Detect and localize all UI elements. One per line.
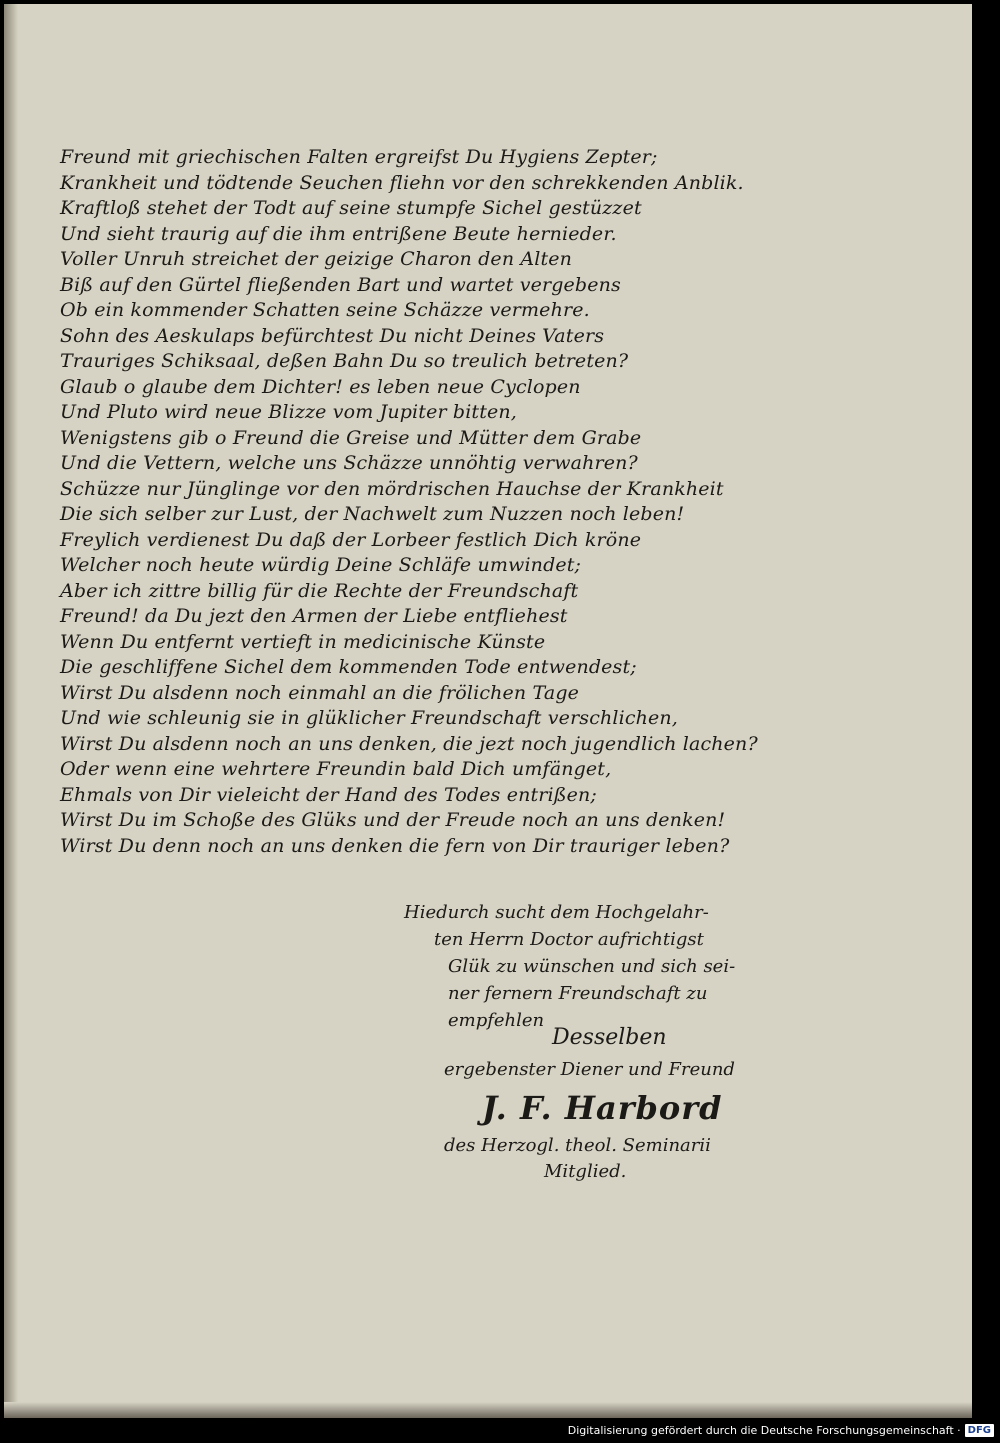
dedication-line: ten Herrn Doctor aufrichtigst [434,929,704,950]
poem-line: Oder wenn eine wehrtere Freundin bald Dich umfänget, [60,758,612,780]
dedication-block [404,899,774,1182]
poem-line: Kraftloß stehet der Todt auf seine stumpfe Sichel gestüzzet [60,197,642,219]
scanned-page [4,4,972,1418]
poem-line: Ehmals von Dir vieleicht der Hand des Todes entrißen; [60,783,597,806]
author-role-continued: Mitglied. [544,1161,627,1182]
poem-line: Wirst Du alsdenn noch einmahl an die frölichen Tage [60,681,580,704]
poem-line: Und wie schleunig sie in glüklicher Freundschaft verschlichen, [60,707,678,729]
page-bottom-shadow [4,1402,972,1418]
poem-line: Biß auf den Gürtel fließenden Bart und wartet vergebens [60,273,621,296]
poem-line: Wirst Du im Schoße des Glüks und der Freude noch an uns denken! [60,809,726,831]
poem-line: Freund! da Du jezt den Armen der Liebe entfliehest [60,605,568,627]
poem-text [60,145,780,859]
author-signature: J. F. Harbord [482,1089,723,1127]
closing-servant: ergebenster Diener und Freund [444,1059,735,1080]
poem-line: Freylich verdienest Du daß der Lorbeer festlich Dich kröne [60,528,642,551]
digitization-footer [568,1424,994,1437]
poem-line: Wirst Du denn noch an uns denken die fern von Dir trauriger leben? [60,834,730,857]
poem-line: Und sieht traurig auf die ihm entrißene Beute hernieder. [60,222,617,245]
dfg-logo: DFG [965,1424,994,1437]
page-binding-shadow [4,4,18,1418]
poem-line: Wenigstens gib o Freund die Greise und Mütter dem Grabe [60,426,642,449]
poem-line: Freund mit griechischen Falten ergreifst Du Hygiens Zepter; [60,146,658,168]
footer-credit: Digitalisierung gefördert durch die Deutsche Forschungsgemeinschaft · [567,1424,961,1437]
poem-line: Trauriges Schiksaal, deßen Bahn Du so treulich betreten? [60,350,629,372]
poem-line: Wirst Du alsdenn noch an uns denken, die jezt noch jugendlich lachen? [60,732,758,755]
closing-desselben: Desselben [552,1025,667,1050]
poem-line: Krankheit und tödtende Seuchen fliehn vor den schrekkenden Anblik. [60,171,744,194]
poem-line: Und die Vettern, welche uns Schäzze unnöhtig verwahren? [60,452,638,474]
poem-line: Welcher noch heute würdig Deine Schläfe umwindet; [60,554,582,576]
poem-line: Sohn des Aeskulaps befürchtest Du nicht Deines Vaters [60,324,605,347]
author-role: des Herzogl. theol. Seminarii [444,1135,711,1156]
poem-line: Die geschliffene Sichel dem kommenden Tode entwendest; [60,656,637,678]
poem-line: Schüzze nur Jünglinge vor den mördrischen Hauchse der Krankheit [60,477,724,500]
poem-line: Und Pluto wird neue Blizze vom Jupiter bitten, [60,401,517,423]
poem-line: Wenn Du entfernt vertieft in medicinische Künste [60,630,546,653]
dedication-text [404,899,774,1034]
dedication-line: empfehlen [448,1010,545,1031]
poem-line: Glaub o glaube dem Dichter! es leben neue Cyclopen [60,375,581,398]
poem-line: Voller Unruh streichet der geizige Charon den Alten [60,248,573,270]
dedication-line: ner fernern Freundschaft zu [448,983,708,1004]
poem-line: Die sich selber zur Lust, der Nachwelt zum Nuzzen noch leben! [60,503,685,525]
poem-line: Aber ich zittre billig für die Rechte der Freundschaft [60,579,579,602]
dedication-line: Glük zu wünschen und sich sei- [448,956,736,977]
dedication-line: Hiedurch sucht dem Hochgelahr- [404,902,709,923]
poem-line: Ob ein kommender Schatten seine Schäzze vermehre. [60,299,590,321]
